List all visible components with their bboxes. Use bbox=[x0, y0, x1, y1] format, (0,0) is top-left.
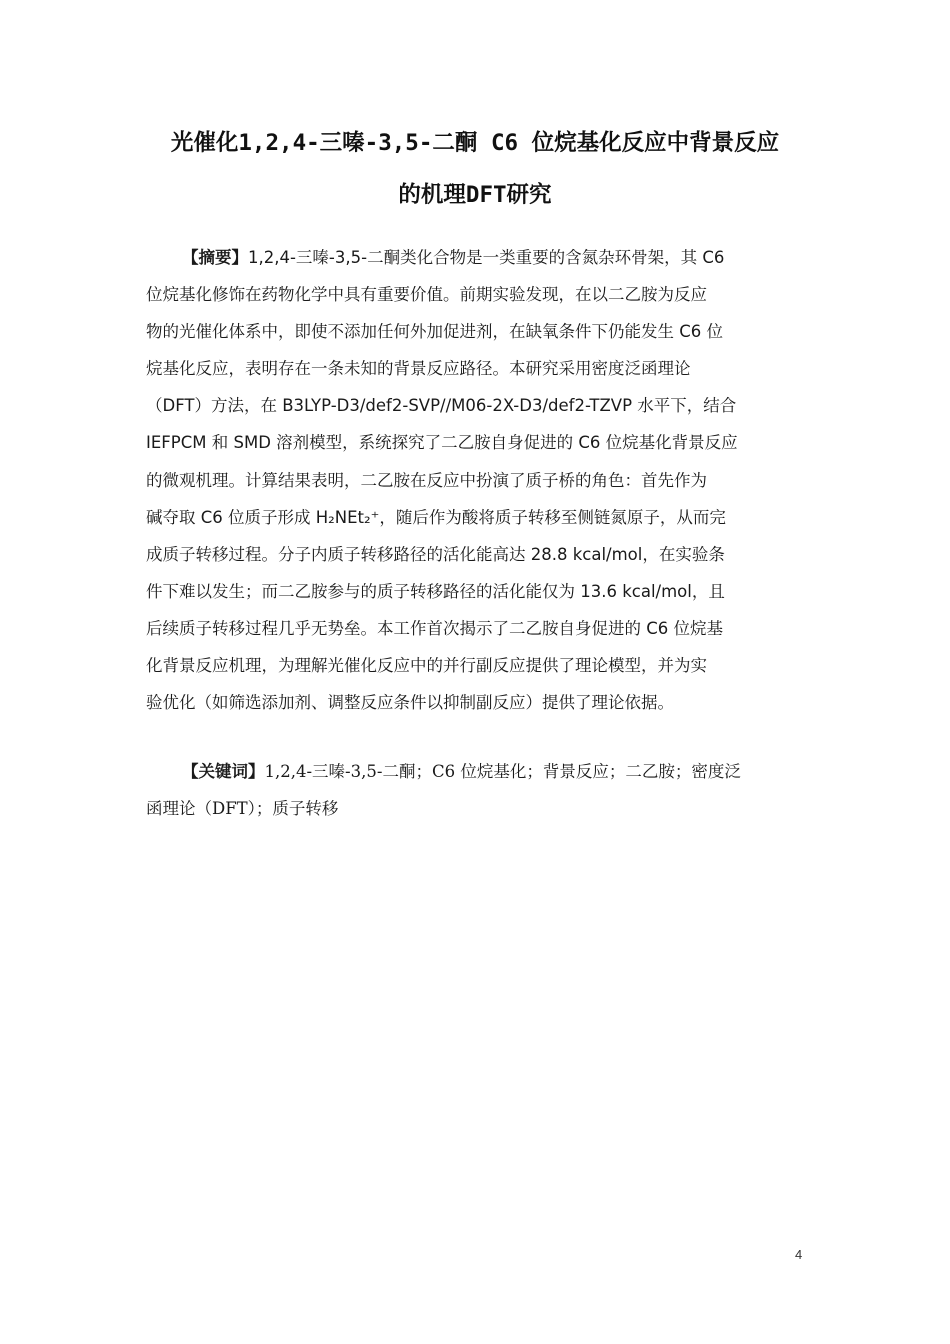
abstract-line: （DFT）方法，在 B3LYP-D3/def2-SVP//M06-2X-D3/def2-TZVP 水平下，结合 bbox=[146, 396, 737, 416]
keywords-section bbox=[146, 753, 806, 827]
abstract-section bbox=[146, 239, 806, 721]
paper-title-line-1: 光催化1,2,4-三嗪-3,5-二酮 C6 位烷基化反应中背景反应 bbox=[170, 130, 780, 156]
keywords-label: 【关键词】 bbox=[182, 762, 265, 781]
abstract-line: 碱夺取 C6 位质子形成 H₂NEt₂⁺，随后作为酸将质子转移至侧链氮原子，从而完 bbox=[146, 507, 726, 527]
abstract-line-1 bbox=[146, 239, 806, 276]
abstract-line: 的微观机理。计算结果表明，二乙胺在反应中扮演了质子桥的角色：首先作为 bbox=[146, 470, 707, 490]
keywords-line: 函理论（DFT）；质子转移 bbox=[146, 799, 339, 818]
abstract-text: 1,2,4-三嗪-3,5-二酮类化合物是一类重要的含氮杂环骨架，其 C6 bbox=[248, 248, 725, 267]
abstract-label: 【摘要】 bbox=[182, 248, 248, 267]
abstract-line: 物的光催化体系中，即使不添加任何外加促进剂，在缺氧条件下仍能发生 C6 位 bbox=[146, 322, 724, 342]
page-number: 4 bbox=[795, 1247, 803, 1262]
abstract-line: 位烷基化修饰在药物化学中具有重要价值。前期实验发现，在以二乙胺为反应 bbox=[146, 285, 707, 305]
keywords-line-1 bbox=[146, 753, 806, 790]
abstract-line: 验优化（如筛选添加剂、调整反应条件以抑制副反应）提供了理论依据。 bbox=[146, 693, 674, 713]
abstract-line: 烷基化反应，表明存在一条未知的背景反应路径。本研究采用密度泛函理论 bbox=[146, 359, 691, 379]
abstract-line: 件下难以发生；而二乙胺参与的质子转移路径的活化能仅为 13.6 kcal/mol，且 bbox=[146, 581, 725, 601]
abstract-line: 化背景反应机理，为理解光催化反应中的并行副反应提供了理论模型，并为实 bbox=[146, 656, 707, 676]
abstract-line: IEFPCM 和 SMD 溶剂模型，系统探究了二乙胺自身促进的 C6 位烷基化背景反应 bbox=[146, 433, 738, 453]
abstract-line: 成质子转移过程。分子内质子转移路径的活化能高达 28.8 kcal/mol，在实验条 bbox=[146, 544, 725, 564]
keywords-text: 1,2,4-三嗪-3,5-二酮；C6 位烷基化；背景反应；二乙胺；密度泛 bbox=[264, 762, 741, 781]
paper-title-line-2: 的机理DFT研究 bbox=[398, 182, 552, 208]
abstract-line: 后续质子转移过程几乎无势垒。本工作首次揭示了二乙胺自身促进的 C6 位烷基 bbox=[146, 618, 724, 638]
